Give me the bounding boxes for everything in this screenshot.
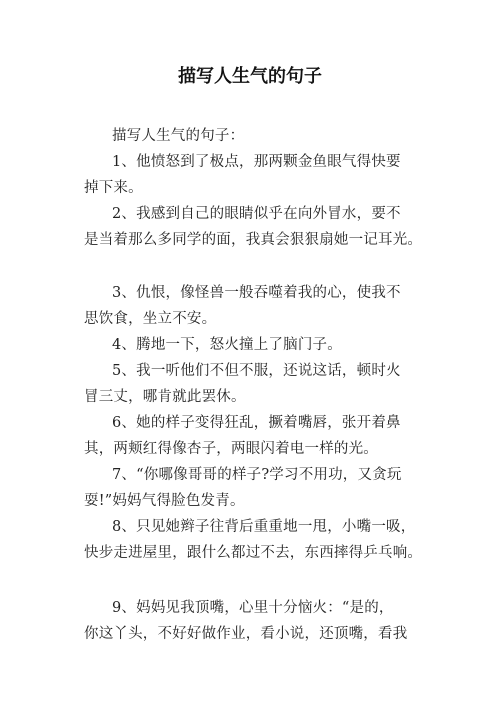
paragraph-6-line-1: 6、她的样子变得狂乱，撅着嘴唇，张开着鼻 [112,415,401,431]
paragraph-1-line-1: 1、他愤怒到了极点，那两颗金鱼眼气得快要 [112,154,401,170]
paragraph-5-line-2: 冒三丈，哪肯就此罢休。 [84,389,246,405]
paragraph-7-line-1: 7、“你哪像哥哥的样子?学习不用功，又贪玩 [112,467,402,483]
intro-line: 描写人生气的句子： [112,128,245,144]
document-title: 描写人生气的句子 [178,66,322,87]
paragraph-9-line-2: 你这丫头，不好好做作业，看小说，还顶嘴，看我 [84,626,408,642]
paragraph-3-line-2: 思饮食，坐立不安。 [84,311,217,327]
paragraph-5-line-1: 5、我一听他们不但不服，还说这话，顿时火 [112,363,401,379]
paragraph-8-line-1: 8、只见她辫子往背后重重地一甩，小嘴一吸， [112,519,416,535]
paragraph-2-line-2: 是当着那么多同学的面，我真会狠狠扇她一记耳光。 [84,232,423,248]
paragraph-4-line-1: 4、腾地一下，怒火撞上了脑门子。 [112,337,342,353]
paragraph-3-line-1: 3、仇恨，像怪兽一般吞噬着我的心，使我不 [112,285,401,301]
paragraph-8-line-2: 快步走进屋里，跟什么都过不去，东西摔得乒乓响。 [84,545,423,561]
paragraph-7-line-2: 耍!”妈妈气得脸色发青。 [84,493,245,509]
paragraph-2-line-1: 2、我感到自己的眼睛似乎在向外冒水，要不 [112,206,401,222]
paragraph-1-line-2: 掉下来。 [84,180,143,196]
paragraph-9-line-1: 9、妈妈见我顶嘴，心里十分恼火：“是的， [112,600,394,616]
paragraph-6-line-2: 其，两颊红得像杏子，两眼闪着电一样的光。 [84,441,378,457]
